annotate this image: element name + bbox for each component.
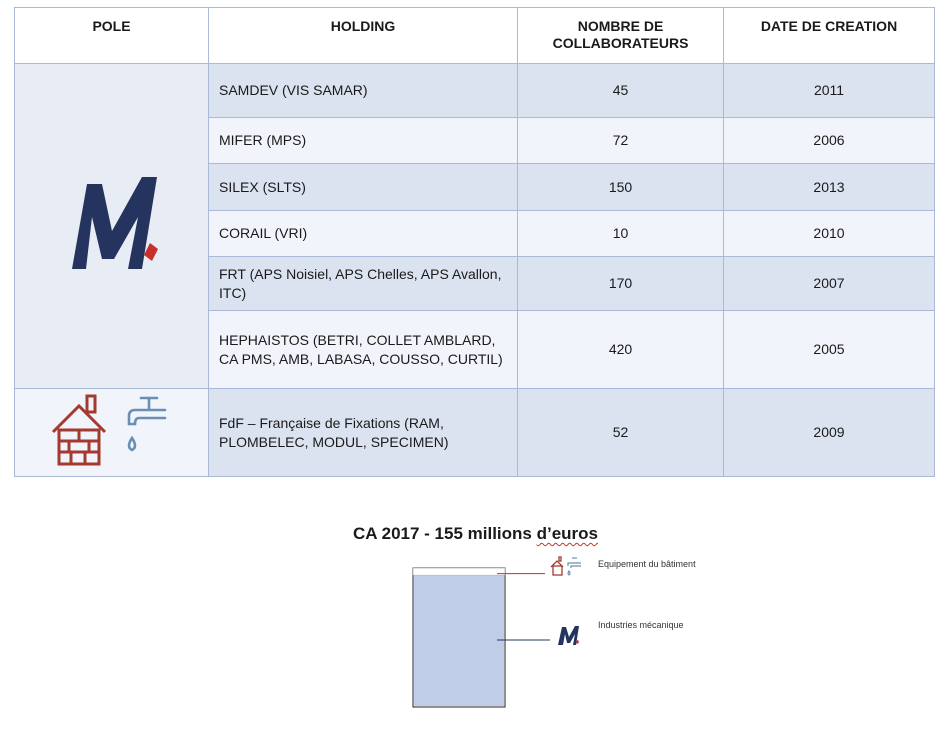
collab-cell: 150 bbox=[518, 164, 724, 211]
legend-house-faucet-icon bbox=[551, 557, 581, 575]
revenue-stacked-bar-chart bbox=[400, 550, 660, 712]
header-collab-line2: COLLABORATEURS bbox=[552, 35, 689, 51]
bar-segment-industries bbox=[414, 575, 504, 706]
header-holding: HOLDING bbox=[209, 8, 518, 64]
date-cell: 2010 bbox=[724, 211, 935, 257]
chart-title-part1: CA 2017 - 155 millions bbox=[352, 524, 537, 543]
holding-cell: SILEX (SLTS) bbox=[209, 164, 518, 211]
date-cell: 2013 bbox=[724, 164, 935, 211]
collab-cell: 45 bbox=[518, 64, 724, 118]
holding-cell: FdF – Française de Fixations (RAM, PLOMBELEC, MODUL, SPECIMEN) bbox=[209, 389, 518, 477]
m-industries-logo-icon bbox=[62, 169, 162, 279]
legend-label-industries: Industries mécanique bbox=[598, 620, 684, 630]
holdings-table bbox=[14, 7, 935, 477]
date-cell: 2007 bbox=[724, 257, 935, 311]
legend-label-equipement: Equipement du bâtiment bbox=[598, 559, 696, 569]
holding-cell: CORAIL (VRI) bbox=[209, 211, 518, 257]
date-cell: 2011 bbox=[724, 64, 935, 118]
table-header-row bbox=[15, 8, 935, 64]
collab-cell: 72 bbox=[518, 118, 724, 164]
header-collab-line1: NOMBRE DE bbox=[577, 18, 664, 34]
header-date: DATE DE CREATION bbox=[724, 8, 935, 64]
bar-segment-equipement bbox=[413, 568, 505, 575]
house-and-faucet-icon bbox=[49, 392, 174, 468]
date-cell: 2005 bbox=[724, 311, 935, 389]
chart-title bbox=[0, 524, 951, 544]
collab-cell: 170 bbox=[518, 257, 724, 311]
holding-cell: SAMDEV (VIS SAMAR) bbox=[209, 64, 518, 118]
holding-cell: FRT (APS Noisiel, APS Chelles, APS Avallon, ITC) bbox=[209, 257, 518, 311]
pole-cell-batiment bbox=[15, 389, 209, 477]
collab-cell: 420 bbox=[518, 311, 724, 389]
date-cell: 2009 bbox=[724, 389, 935, 477]
table-row bbox=[15, 64, 935, 118]
table-row bbox=[15, 389, 935, 477]
pole-cell-industries bbox=[15, 64, 209, 389]
legend-m-logo-icon bbox=[558, 626, 579, 645]
chart-title-part2: d’euros bbox=[536, 524, 599, 543]
header-pole: POLE bbox=[15, 8, 209, 64]
date-cell: 2006 bbox=[724, 118, 935, 164]
holding-cell: MIFER (MPS) bbox=[209, 118, 518, 164]
collab-cell: 10 bbox=[518, 211, 724, 257]
collab-cell: 52 bbox=[518, 389, 724, 477]
header-collaborateurs bbox=[518, 8, 724, 64]
holding-cell: HEPHAISTOS (BETRI, COLLET AMBLARD, CA PMS, AMB, LABASA, COUSSO, CURTIL) bbox=[209, 311, 518, 389]
